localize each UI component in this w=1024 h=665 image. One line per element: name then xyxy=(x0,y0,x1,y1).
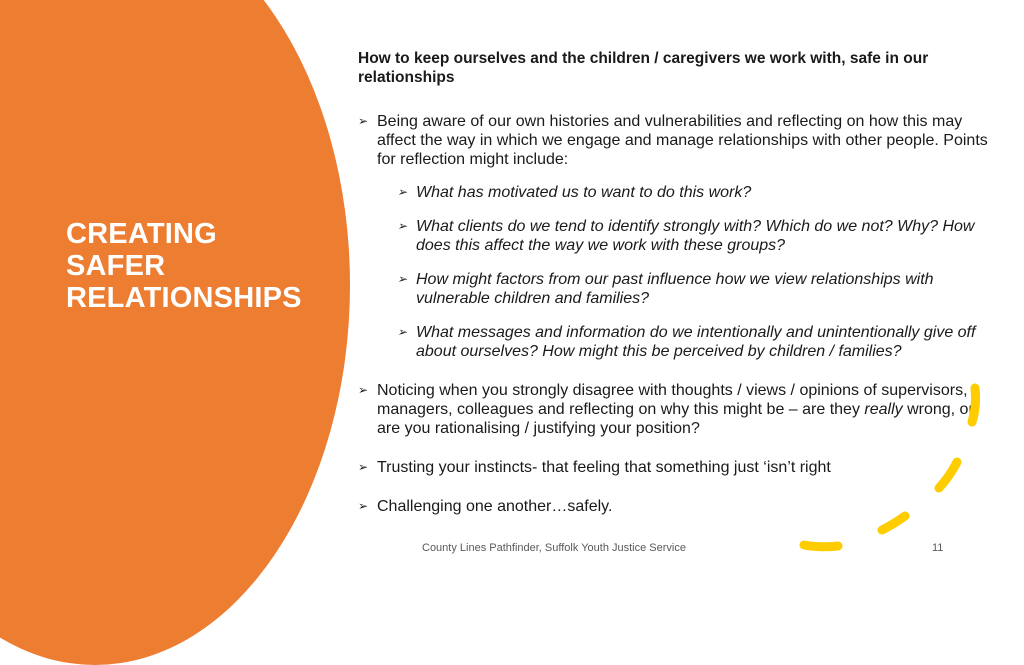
bullet-text-part: wrong, or are you rationalising / justifying your position? xyxy=(377,401,974,437)
dash-segment xyxy=(882,516,905,530)
arrow-bullet-icon: ➢ xyxy=(397,272,408,286)
orange-circle-background xyxy=(0,0,350,665)
reflection-point xyxy=(397,183,998,202)
arrow-bullet-icon: ➢ xyxy=(358,460,369,474)
bullet-text-part: Noticing when you strongly disagree with thoughts / views / opinions of supervisors, managers, colleagues and reflecting on why this might be – are they xyxy=(377,382,968,418)
footer-text: County Lines Pathfinder, Suffolk Youth Justice Service xyxy=(422,542,686,554)
section-title-line: RELATIONSHIPS xyxy=(66,282,302,314)
arrow-bullet-icon: ➢ xyxy=(358,499,369,513)
section-title xyxy=(66,218,302,314)
bullet-text: Challenging one another…safely. xyxy=(377,498,613,515)
reflection-point xyxy=(397,323,998,361)
reflection-text: What clients do we tend to identify strongly with? Which do we not? Why? How does this affect the way we work with these groups? xyxy=(416,218,975,254)
arrow-bullet-icon: ➢ xyxy=(397,185,408,199)
dash-segment xyxy=(939,462,957,488)
reflection-text: What messages and information do we intentionally and unintentionally give off about ourselves? How might this be perceived by children / families? xyxy=(416,324,976,360)
section-title-line: CREATING xyxy=(66,218,217,250)
reflection-point xyxy=(397,270,998,308)
reflection-text: How might factors from our past influence how we view relationships with vulnerable children and families? xyxy=(416,271,934,307)
emphasis-text: really xyxy=(864,401,903,418)
page-number: 11 xyxy=(932,542,944,554)
bullet-text: Trusting your instincts- that feeling that something just ‘isn’t right xyxy=(377,459,831,476)
dash-segment xyxy=(804,545,838,547)
arrow-bullet-icon: ➢ xyxy=(358,383,369,397)
bullet-item xyxy=(358,112,998,169)
arrow-bullet-icon: ➢ xyxy=(397,325,408,339)
dashed-path-decoration xyxy=(790,380,1000,560)
arrow-bullet-icon: ➢ xyxy=(397,219,408,233)
reflection-text: What has motivated us to want to do this work? xyxy=(416,184,752,201)
reflection-point xyxy=(397,217,998,255)
slide-heading: How to keep ourselves and the children / caregivers we work with, safe in our relationships xyxy=(358,50,929,86)
section-title-line: SAFER xyxy=(66,250,166,282)
dash-segment xyxy=(972,388,976,422)
bullet-text: Being aware of our own histories and vulnerabilities and reflecting on how this may affect the way in which we engage and manage relationships with other people. Points for reflection might include: xyxy=(377,113,988,168)
arrow-bullet-icon: ➢ xyxy=(358,114,369,128)
